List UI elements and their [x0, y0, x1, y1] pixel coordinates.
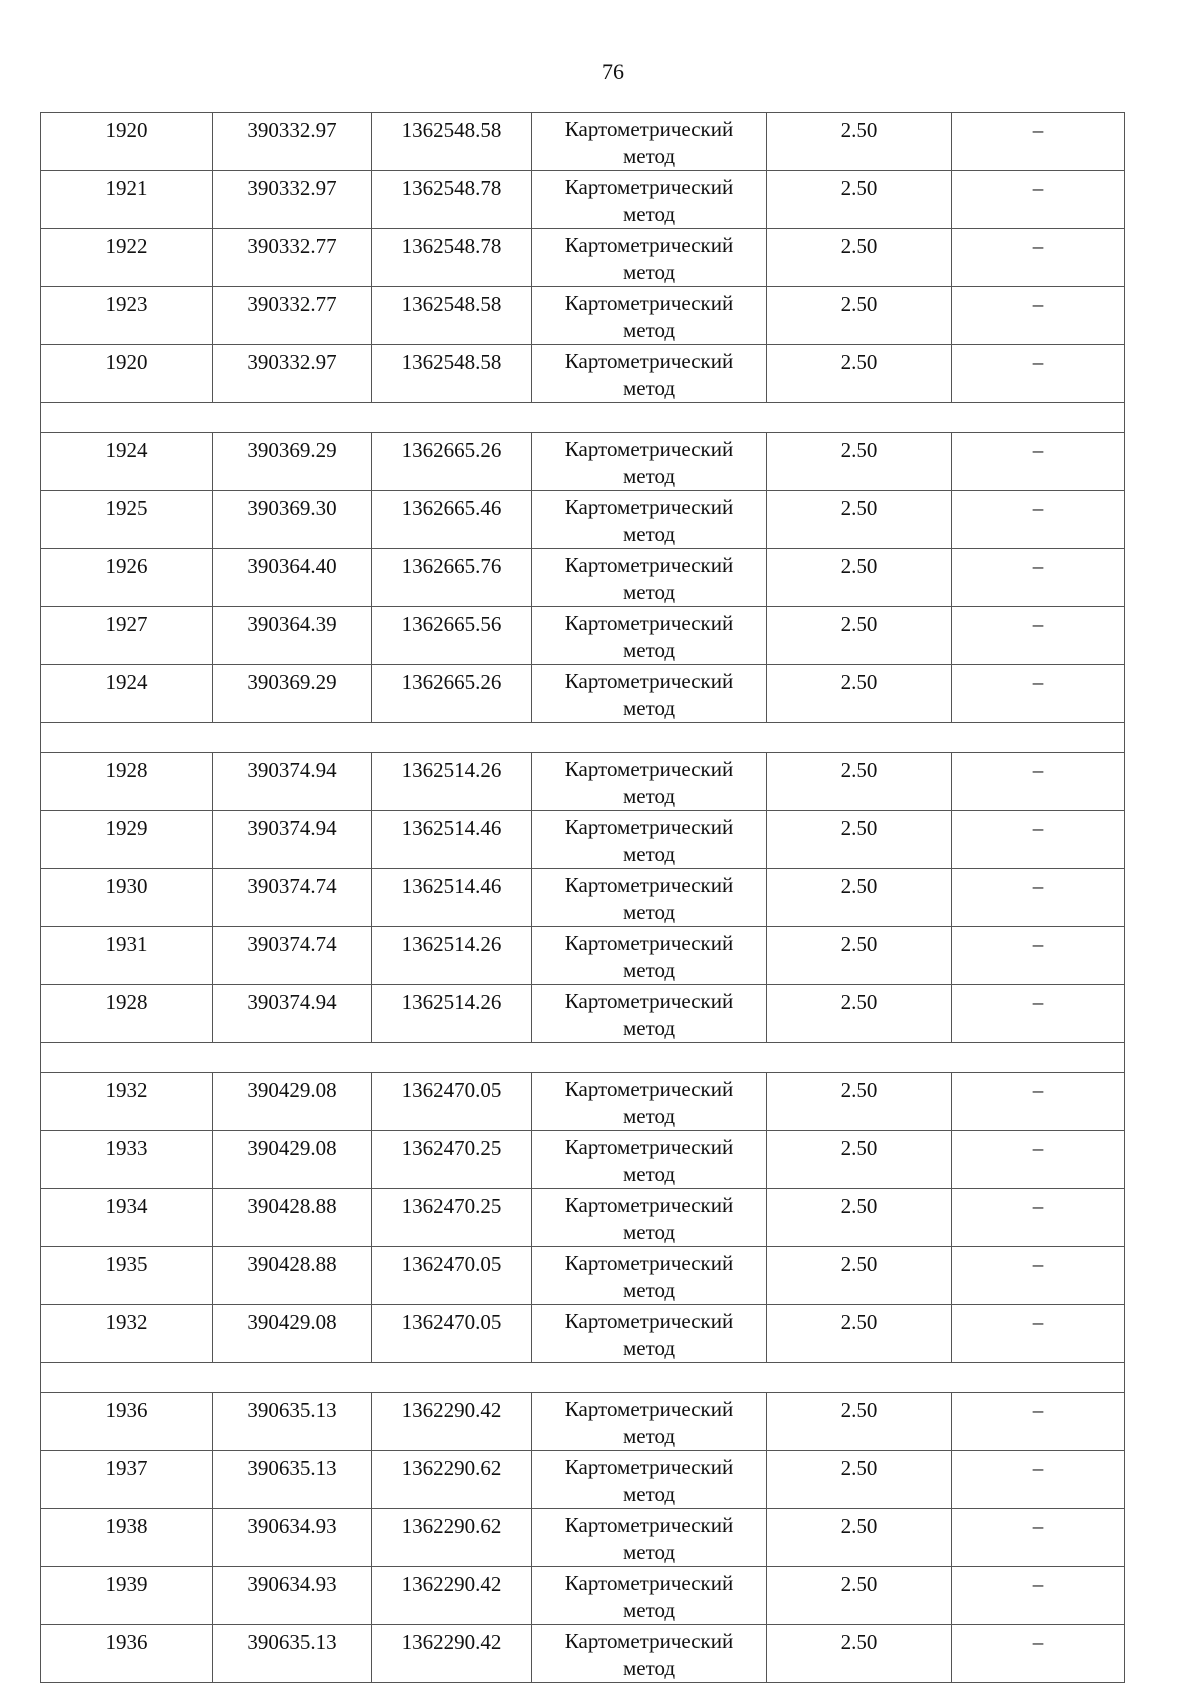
y-coordinate-cell: 1362514.26	[372, 753, 532, 811]
method-line-1: Картометрический	[564, 669, 734, 693]
method-line-1: Картометрический	[564, 1629, 734, 1653]
method-cell	[532, 1393, 767, 1451]
method-line-2: метод	[622, 464, 676, 488]
method-line-1: Картометрический	[564, 117, 734, 141]
point-id-cell: 1934	[41, 1189, 213, 1247]
table-row	[41, 1567, 1125, 1625]
table-row	[41, 985, 1125, 1043]
accuracy-cell: 2.50	[767, 345, 952, 403]
method-line-2: метод	[622, 784, 676, 808]
method-cell	[532, 1509, 767, 1567]
accuracy-cell: 2.50	[767, 171, 952, 229]
method-line-2: метод	[622, 1162, 676, 1186]
accuracy-cell: 2.50	[767, 433, 952, 491]
note-cell: –	[952, 171, 1125, 229]
method-cell	[532, 491, 767, 549]
method-cell	[532, 927, 767, 985]
point-id-cell: 1924	[41, 665, 213, 723]
table-row	[41, 1073, 1125, 1131]
accuracy-cell: 2.50	[767, 1305, 952, 1363]
y-coordinate-cell: 1362665.76	[372, 549, 532, 607]
point-id-cell: 1933	[41, 1131, 213, 1189]
method-line-2: метод	[622, 900, 676, 924]
method-cell	[532, 607, 767, 665]
x-coordinate-cell: 390374.94	[213, 985, 372, 1043]
method-line-1: Картометрический	[564, 873, 734, 897]
method-line-2: метод	[622, 1598, 676, 1622]
note-cell: –	[952, 607, 1125, 665]
point-id-cell: 1937	[41, 1451, 213, 1509]
accuracy-cell: 2.50	[767, 491, 952, 549]
x-coordinate-cell: 390364.39	[213, 607, 372, 665]
method-cell	[532, 113, 767, 171]
method-line-1: Картометрический	[564, 233, 734, 257]
method-cell	[532, 665, 767, 723]
table-row	[41, 753, 1125, 811]
x-coordinate-cell: 390332.77	[213, 229, 372, 287]
point-id-cell: 1928	[41, 753, 213, 811]
x-coordinate-cell: 390428.88	[213, 1247, 372, 1305]
note-cell: –	[952, 985, 1125, 1043]
accuracy-cell: 2.50	[767, 811, 952, 869]
point-id-cell: 1929	[41, 811, 213, 869]
method-line-1: Картометрический	[564, 931, 734, 955]
method-cell	[532, 869, 767, 927]
point-id-cell: 1925	[41, 491, 213, 549]
accuracy-cell: 2.50	[767, 229, 952, 287]
y-coordinate-cell: 1362514.46	[372, 869, 532, 927]
note-cell: –	[952, 1393, 1125, 1451]
note-cell: –	[952, 1567, 1125, 1625]
accuracy-cell: 2.50	[767, 665, 952, 723]
method-line-2: метод	[622, 376, 676, 400]
table-row	[41, 345, 1125, 403]
method-cell	[532, 753, 767, 811]
method-line-2: метод	[622, 1336, 676, 1360]
method-line-2: метод	[622, 1482, 676, 1506]
x-coordinate-cell: 390332.77	[213, 287, 372, 345]
x-coordinate-cell: 390374.94	[213, 753, 372, 811]
note-cell: –	[952, 491, 1125, 549]
method-line-1: Картометрический	[564, 1077, 734, 1101]
table-row	[41, 491, 1125, 549]
accuracy-cell: 2.50	[767, 1567, 952, 1625]
table-row	[41, 171, 1125, 229]
method-line-1: Картометрический	[564, 1397, 734, 1421]
x-coordinate-cell: 390364.40	[213, 549, 372, 607]
method-line-2: метод	[622, 638, 676, 662]
note-cell: –	[952, 1073, 1125, 1131]
point-id-cell: 1931	[41, 927, 213, 985]
method-line-1: Картометрический	[564, 757, 734, 781]
accuracy-cell: 2.50	[767, 1625, 952, 1683]
y-coordinate-cell: 1362548.58	[372, 345, 532, 403]
accuracy-cell: 2.50	[767, 607, 952, 665]
point-id-cell: 1928	[41, 985, 213, 1043]
accuracy-cell: 2.50	[767, 985, 952, 1043]
group-separator-row	[41, 1363, 1125, 1393]
note-cell: –	[952, 1305, 1125, 1363]
x-coordinate-cell: 390635.13	[213, 1625, 372, 1683]
x-coordinate-cell: 390429.08	[213, 1131, 372, 1189]
method-line-2: метод	[622, 696, 676, 720]
method-line-2: метод	[622, 144, 676, 168]
point-id-cell: 1927	[41, 607, 213, 665]
x-coordinate-cell: 390332.97	[213, 171, 372, 229]
method-cell	[532, 171, 767, 229]
note-cell: –	[952, 1131, 1125, 1189]
separator-cell	[41, 1043, 1125, 1073]
x-coordinate-cell: 390374.94	[213, 811, 372, 869]
table-row	[41, 1189, 1125, 1247]
y-coordinate-cell: 1362514.26	[372, 927, 532, 985]
table-row	[41, 1305, 1125, 1363]
table-row	[41, 1393, 1125, 1451]
note-cell: –	[952, 549, 1125, 607]
method-line-1: Картометрический	[564, 553, 734, 577]
method-line-1: Картометрический	[564, 1513, 734, 1537]
x-coordinate-cell: 390635.13	[213, 1393, 372, 1451]
x-coordinate-cell: 390332.97	[213, 113, 372, 171]
note-cell: –	[952, 1625, 1125, 1683]
point-id-cell: 1932	[41, 1073, 213, 1131]
y-coordinate-cell: 1362665.26	[372, 433, 532, 491]
note-cell: –	[952, 811, 1125, 869]
note-cell: –	[952, 927, 1125, 985]
y-coordinate-cell: 1362470.25	[372, 1131, 532, 1189]
note-cell: –	[952, 1451, 1125, 1509]
table-row	[41, 927, 1125, 985]
method-line-2: метод	[622, 1540, 676, 1564]
point-id-cell: 1930	[41, 869, 213, 927]
method-cell	[532, 1625, 767, 1683]
x-coordinate-cell: 390332.97	[213, 345, 372, 403]
table-row	[41, 665, 1125, 723]
x-coordinate-cell: 390429.08	[213, 1305, 372, 1363]
method-cell	[532, 1073, 767, 1131]
method-cell	[532, 1247, 767, 1305]
accuracy-cell: 2.50	[767, 927, 952, 985]
method-cell	[532, 287, 767, 345]
method-line-2: метод	[622, 1220, 676, 1244]
separator-cell	[41, 1363, 1125, 1393]
y-coordinate-cell: 1362548.58	[372, 287, 532, 345]
group-separator-row	[41, 1043, 1125, 1073]
table-row	[41, 1131, 1125, 1189]
method-line-1: Картометрический	[564, 1193, 734, 1217]
accuracy-cell: 2.50	[767, 1509, 952, 1567]
method-line-2: метод	[622, 958, 676, 982]
x-coordinate-cell: 390374.74	[213, 869, 372, 927]
method-line-2: метод	[622, 522, 676, 546]
point-id-cell: 1939	[41, 1567, 213, 1625]
y-coordinate-cell: 1362470.05	[372, 1247, 532, 1305]
point-id-cell: 1922	[41, 229, 213, 287]
method-line-1: Картометрический	[564, 1571, 734, 1595]
y-coordinate-cell: 1362514.26	[372, 985, 532, 1043]
table-row	[41, 113, 1125, 171]
x-coordinate-cell: 390634.93	[213, 1567, 372, 1625]
x-coordinate-cell: 390429.08	[213, 1073, 372, 1131]
method-line-1: Картометрический	[564, 1251, 734, 1275]
method-cell	[532, 1131, 767, 1189]
y-coordinate-cell: 1362470.05	[372, 1073, 532, 1131]
separator-cell	[41, 403, 1125, 433]
note-cell: –	[952, 1509, 1125, 1567]
accuracy-cell: 2.50	[767, 287, 952, 345]
method-line-1: Картометрический	[564, 989, 734, 1013]
accuracy-cell: 2.50	[767, 753, 952, 811]
note-cell: –	[952, 113, 1125, 171]
method-line-2: метод	[622, 1278, 676, 1302]
x-coordinate-cell: 390369.29	[213, 433, 372, 491]
point-id-cell: 1935	[41, 1247, 213, 1305]
note-cell: –	[952, 1247, 1125, 1305]
x-coordinate-cell: 390369.30	[213, 491, 372, 549]
method-line-2: метод	[622, 1424, 676, 1448]
y-coordinate-cell: 1362514.46	[372, 811, 532, 869]
accuracy-cell: 2.50	[767, 1131, 952, 1189]
accuracy-cell: 2.50	[767, 1247, 952, 1305]
method-line-1: Картометрический	[564, 349, 734, 373]
point-id-cell: 1932	[41, 1305, 213, 1363]
method-cell	[532, 1189, 767, 1247]
point-id-cell: 1924	[41, 433, 213, 491]
note-cell: –	[952, 433, 1125, 491]
point-id-cell: 1920	[41, 113, 213, 171]
group-separator-row	[41, 723, 1125, 753]
note-cell: –	[952, 1189, 1125, 1247]
y-coordinate-cell: 1362290.62	[372, 1509, 532, 1567]
accuracy-cell: 2.50	[767, 1393, 952, 1451]
method-line-2: метод	[622, 842, 676, 866]
method-cell	[532, 985, 767, 1043]
accuracy-cell: 2.50	[767, 869, 952, 927]
method-cell	[532, 811, 767, 869]
point-id-cell: 1923	[41, 287, 213, 345]
method-line-2: метод	[622, 580, 676, 604]
method-line-1: Картометрический	[564, 1309, 734, 1333]
method-line-2: метод	[622, 1104, 676, 1128]
point-id-cell: 1920	[41, 345, 213, 403]
method-line-1: Картометрический	[564, 1455, 734, 1479]
group-separator-row	[41, 403, 1125, 433]
table-body	[41, 113, 1125, 1683]
table-row	[41, 607, 1125, 665]
point-id-cell: 1936	[41, 1393, 213, 1451]
table-row	[41, 1247, 1125, 1305]
separator-cell	[41, 723, 1125, 753]
method-line-2: метод	[622, 1016, 676, 1040]
y-coordinate-cell: 1362290.42	[372, 1393, 532, 1451]
note-cell: –	[952, 753, 1125, 811]
y-coordinate-cell: 1362470.25	[372, 1189, 532, 1247]
method-line-2: метод	[622, 318, 676, 342]
method-cell	[532, 1305, 767, 1363]
y-coordinate-cell: 1362665.46	[372, 491, 532, 549]
accuracy-cell: 2.50	[767, 1189, 952, 1247]
x-coordinate-cell: 390369.29	[213, 665, 372, 723]
x-coordinate-cell: 390635.13	[213, 1451, 372, 1509]
method-line-2: метод	[622, 260, 676, 284]
table-row	[41, 869, 1125, 927]
table-row	[41, 1509, 1125, 1567]
note-cell: –	[952, 869, 1125, 927]
method-line-1: Картометрический	[564, 815, 734, 839]
table-row	[41, 811, 1125, 869]
x-coordinate-cell: 390634.93	[213, 1509, 372, 1567]
table-row	[41, 1451, 1125, 1509]
y-coordinate-cell: 1362548.58	[372, 113, 532, 171]
accuracy-cell: 2.50	[767, 549, 952, 607]
y-coordinate-cell: 1362665.26	[372, 665, 532, 723]
method-line-2: метод	[622, 202, 676, 226]
x-coordinate-cell: 390428.88	[213, 1189, 372, 1247]
point-id-cell: 1938	[41, 1509, 213, 1567]
method-line-1: Картометрический	[564, 611, 734, 635]
method-line-2: метод	[622, 1656, 676, 1680]
method-cell	[532, 1567, 767, 1625]
note-cell: –	[952, 345, 1125, 403]
note-cell: –	[952, 287, 1125, 345]
note-cell: –	[952, 665, 1125, 723]
y-coordinate-cell: 1362665.56	[372, 607, 532, 665]
method-line-1: Картометрический	[564, 1135, 734, 1159]
table-row	[41, 1625, 1125, 1683]
method-line-1: Картометрический	[564, 175, 734, 199]
accuracy-cell: 2.50	[767, 1073, 952, 1131]
point-id-cell: 1936	[41, 1625, 213, 1683]
note-cell: –	[952, 229, 1125, 287]
table-row	[41, 287, 1125, 345]
method-cell	[532, 1451, 767, 1509]
y-coordinate-cell: 1362290.62	[372, 1451, 532, 1509]
point-id-cell: 1921	[41, 171, 213, 229]
y-coordinate-cell: 1362548.78	[372, 229, 532, 287]
y-coordinate-cell: 1362290.42	[372, 1625, 532, 1683]
method-cell	[532, 549, 767, 607]
method-cell	[532, 433, 767, 491]
y-coordinate-cell: 1362470.05	[372, 1305, 532, 1363]
point-id-cell: 1926	[41, 549, 213, 607]
table-row	[41, 549, 1125, 607]
method-cell	[532, 229, 767, 287]
coordinates-table	[40, 112, 1125, 1683]
method-line-1: Картометрический	[564, 291, 734, 315]
method-line-1: Картометрический	[564, 495, 734, 519]
method-line-1: Картометрический	[564, 437, 734, 461]
table-row	[41, 229, 1125, 287]
y-coordinate-cell: 1362548.78	[372, 171, 532, 229]
accuracy-cell: 2.50	[767, 113, 952, 171]
method-cell	[532, 345, 767, 403]
accuracy-cell: 2.50	[767, 1451, 952, 1509]
y-coordinate-cell: 1362290.42	[372, 1567, 532, 1625]
x-coordinate-cell: 390374.74	[213, 927, 372, 985]
table-row	[41, 433, 1125, 491]
page-number: 76	[602, 59, 624, 84]
